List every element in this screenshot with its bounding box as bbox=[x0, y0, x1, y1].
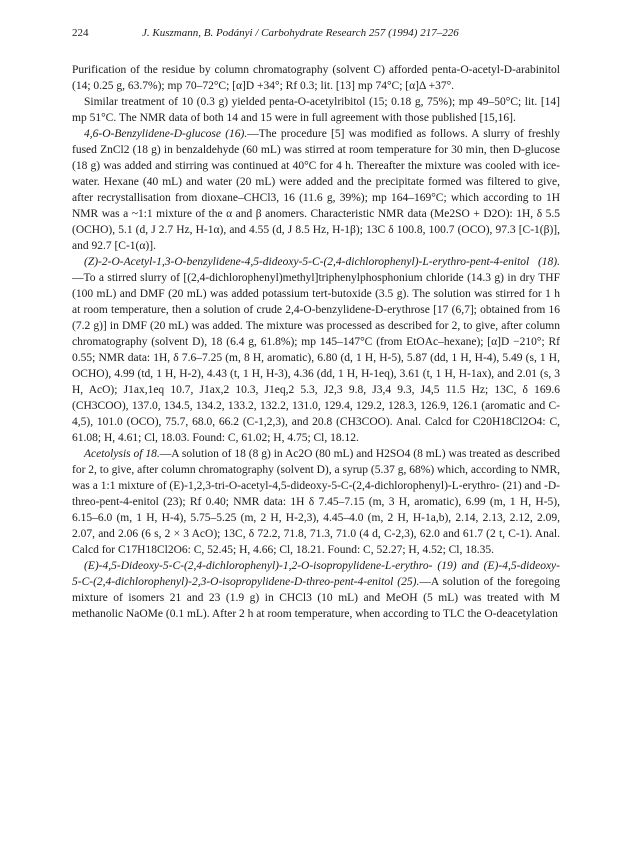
paragraph-ribitol-15 bbox=[72, 94, 560, 126]
page-number: 224 bbox=[72, 27, 89, 39]
paragraph-acetolysis-18 bbox=[72, 446, 560, 558]
paragraph-pentenitol-18 bbox=[72, 254, 560, 446]
paragraph-text: —A solution of the foregoing mixture of isomers 21 and 23 (1.9 g) in CHCl3 (10 mL) and MeOH (5 mL) was treated with M methanolic NaOMe (0.1 mL). After 2 h at room temperature, when according to TLC the O-deacetylation bbox=[72, 576, 560, 620]
running-head bbox=[72, 27, 560, 45]
paragraph-heading: Acetolysis of 18. bbox=[84, 448, 160, 460]
paragraph-text: —To a stirred slurry of [(2,4-dichlorophenyl)methyl]triphenylphosphonium chloride (14.3 g) in dry THF (100 mL) and DMF (20 mL) was added potassium tert-butoxide (3.5 g). The solution was stirred for 1 h at room temperature, then a solution of crude 2,4-O-benzylidene-D-erythrose [17 (6,7]; obtained from 16 (7.2 g)] in DMF (20 mL) was added. The mixture was processed as described for 2, to give, after column chromatography (solvent D), 18 (6.4 g, 61.8%); mp 145–147°C (from EtOAc–hexane); [α]D −210°; Rf 0.55; NMR data: 1H, δ 7.6–7.25 (m, 8 H, aromatic), 6.80 (d, 1 H, H-5), 5.87 (dd, 1 H, H-4), 5.49 (s, 1 H, OCHO), 4.99 (td, 1 H, H-2), 4.43 (t, 1 H, H-3), 4.36 (dd, 1 H, H-1eq), 3.61 (t, 1 H, H-1ax), and 2.01 (s, 3 H, AcO); J1ax,1eq 10.7, J1ax,2 10.3, J1eq,2 5.3, J2,3 9.8, J3,4 9.3, J4,5 11.5 Hz; 13C, δ 169.6 (CH3COO), 137.0, 134.5, 134.2, 133.2, 132.2, 131.0, 129.4, 129.2, 128.3, 126.9, 126.1 (aromatic and C-4,5), 101.0 (OCO), 75.7, 68.0, 66.2 (C-1,2,3), and 20.8 (CH3COO). Anal. Calcd for C20H18Cl2O4: C, 61.08; H, 4.61; Cl, 18.03. Found: C, 61.02; H, 4.75; Cl, 18.12. bbox=[72, 272, 560, 444]
journal-page bbox=[72, 27, 560, 622]
paragraph-text: —The procedure [5] was modified as follows. A slurry of freshly fused ZnCl2 (18 g) in benzaldehyde (60 mL) was stirred at room temperature for 30 min, then D-glucose (18 g) was added and stirring was continued at 40°C for 4 h. Thereafter the mixture was cooled with ice-water. Hexane (40 mL) and water (20 mL) were added and the precipitate formed was filtered to give, after recrystallisation from dioxane–CHCl3, 16 (11.6 g, 39%); mp 164–169°C; which according to 1H NMR was a ~1:1 mixture of the α and β anomers. Characteristic NMR data (Me2SO + D2O): 1H, δ 5.5 (OCHO), 5.1 (d, J 2.7 Hz, H-1α), and 4.55 (d, J 8.5 Hz, H-1β); 13C δ 100.8, 100.7 (OCO), 97.3 [C-1(β)], and 92.7 [C-1(α)]. bbox=[72, 128, 560, 252]
paragraph-isopropylidene-19-25 bbox=[72, 558, 560, 622]
article-body bbox=[72, 62, 560, 622]
paragraph-text: Purification of the residue by column chromatography (solvent C) afforded penta-O-acetyl-D-arabinitol (14; 0.25 g, 63.7%); mp 70–72°C; [α]D +34°; Rf 0.3; lit. [13] mp 74°C; [α]Δ +37°. bbox=[72, 64, 560, 92]
paragraph-benzylidene-glucose-16 bbox=[72, 126, 560, 254]
paragraph-heading: (Z)-2-O-Acetyl-1,3-O-benzylidene-4,5-dideoxy-5-C-(2,4-dichlorophenyl)-L-erythro-pent-4-enitol (18). bbox=[84, 256, 560, 268]
journal-citation: J. Kuszmann, B. Podányi / Carbohydrate Research 257 (1994) 217–226 bbox=[142, 27, 459, 39]
paragraph-purification-14 bbox=[72, 62, 560, 94]
paragraph-heading: 4,6-O-Benzylidene-D-glucose (16). bbox=[84, 128, 248, 140]
paragraph-heading: (E)-4,5-Dideoxy-5-C-(2,4-dichlorophenyl)-1,2-O-isopropylidene-L-erythro- (19) and (E)-4,5-dideoxy-5-C-(2,4-dichlorophenyl)-2,3-O-isopropylidene-D-threo-pent-4-enitol (25). bbox=[72, 560, 560, 588]
paragraph-text: —A solution of 18 (8 g) in Ac2O (80 mL) and H2SO4 (8 mL) was treated as described for 2, to give, after column chromatography (solvent D), a syrup (5.37 g, 68%) which, according to NMR, was a 1:1 mixture of (E)-1,2,3-tri-O-acetyl-4,5-dideoxy-5-C-(2,4-dichlorophenyl)-L-erythro- (21) and -D-threo-pent-4-enitol (23); Rf 0.40; NMR data: 1H δ 7.45–7.15 (m, 3 H, aromatic), 6.99 (m, 1 H, H-5), 6.15–6.0 (m, 1 H, H-4), 5.75–5.25 (m, 2 H, H-2,3), 4.45–4.0 (m, 2 H, H-1a,b), 2.14, 2.13, 2.12, 2.09, 2.07, and 2.06 (6 s, 2 × 3 AcO); 13C, δ 72.2, 71.8, 71.3, 71.0 (4 d, C-2,3), 62.0 and 61.7 (2 t, C-1). Anal. Calcd for C17H18Cl2O6: C, 52.45; H, 4.66; Cl, 18.21. Found: C, 52.27; H, 4.52; Cl, 18.35. bbox=[72, 448, 560, 556]
paragraph-text: Similar treatment of 10 (0.3 g) yielded penta-O-acetylribitol (15; 0.18 g, 75%); mp 49–50°C; lit. [14] mp 51°C. The NMR data of both 14 and 15 were in full agreement with those published [15,16]. bbox=[72, 96, 560, 124]
